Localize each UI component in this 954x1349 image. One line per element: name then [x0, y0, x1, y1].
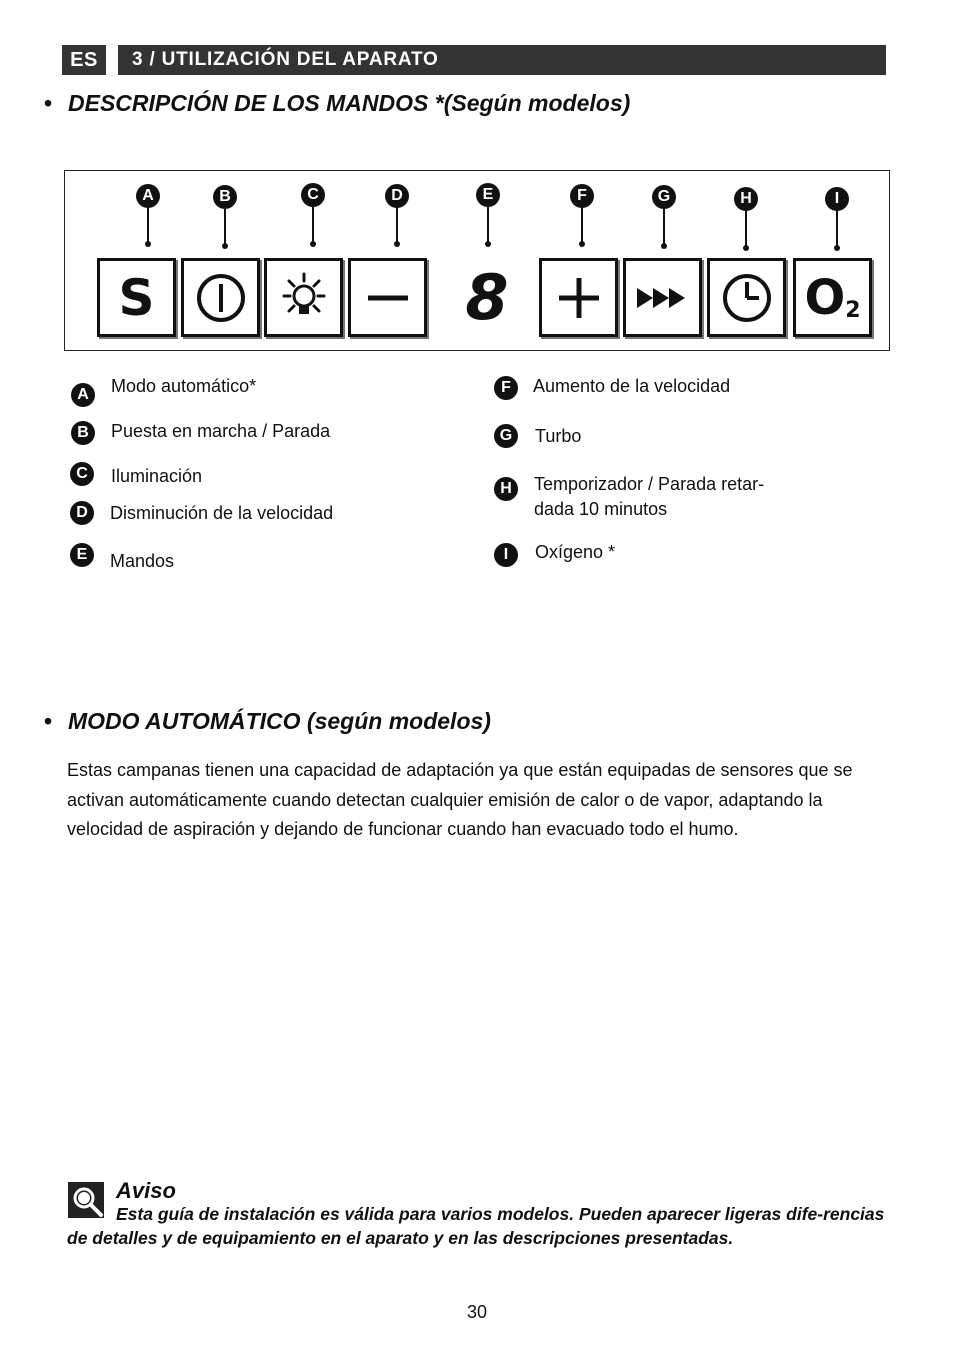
auto-mode-key[interactable]: [97, 258, 176, 337]
minus-icon: [360, 270, 416, 326]
callout-dot-d: [394, 241, 400, 247]
callout-line-g: [663, 208, 665, 245]
legend-label-h: [534, 472, 764, 522]
legend-badge-b: B: [71, 421, 95, 445]
legend-badge-e: E: [70, 543, 94, 567]
power-key[interactable]: [181, 258, 260, 337]
legend-label-f: Aumento de la velocidad: [533, 376, 731, 396]
notice-body: Esta guía de instalación es válida para varios modelos. Pueden aparecer ligeras dife-rencias de detalles y de equipamiento en el aparato y en las descripciones presentadas.: [67, 1204, 885, 1248]
callout-dot-h: [743, 245, 749, 251]
callout-e: E: [476, 183, 500, 207]
legend-label-g: Turbo: [535, 426, 582, 446]
legend-label-e: Mandos: [110, 551, 175, 571]
legend-badge-d: D: [70, 501, 94, 525]
oxygen-subscript: 2: [845, 298, 861, 323]
display-digit: 8: [465, 261, 509, 334]
callout-a: A: [136, 184, 160, 208]
light-bulb-icon: [276, 270, 332, 326]
auto-mode-symbol: S: [118, 268, 155, 327]
title-text: DESCRIPCIÓN DE LOS MANDOS *(Según modelos): [68, 90, 631, 116]
legend-label-a: Modo automático*: [111, 376, 257, 396]
title-text: MODO AUTOMÁTICO (según modelos): [68, 708, 491, 734]
callout-dot-a: [145, 241, 151, 247]
callout-dot-f: [579, 241, 585, 247]
auto-mode-title: [44, 708, 491, 735]
plus-icon: [551, 270, 607, 326]
legend-label-c: Iluminación: [111, 466, 203, 486]
legend-badge-i: I: [494, 543, 518, 567]
controls-description-title: [44, 90, 630, 117]
decrease-speed-key[interactable]: [348, 258, 427, 337]
bullet: •: [44, 708, 53, 734]
oxygen-key[interactable]: [793, 258, 872, 337]
callout-line-f: [581, 207, 583, 243]
power-icon: [193, 270, 249, 326]
legend-badge-a: A: [71, 383, 95, 407]
control-panel-diagram: [64, 170, 890, 351]
legend-label-d: Disminución de la velocidad: [110, 503, 334, 523]
language-badge: ES: [62, 45, 106, 75]
callout-line-h: [745, 210, 747, 247]
legend-label-i: Oxígeno *: [535, 542, 616, 562]
legend-badge-f: F: [494, 376, 518, 400]
callout-dot-c: [310, 241, 316, 247]
callout-dot-g: [661, 243, 667, 249]
callout-d: D: [385, 184, 409, 208]
legend-badge-h: H: [494, 477, 518, 501]
callout-dot-i: [834, 245, 840, 251]
callout-i: I: [825, 187, 849, 211]
page-number: 30: [466, 1302, 488, 1322]
notice-title: Aviso: [116, 1178, 176, 1203]
section-header: 3 / UTILIZACIÓN DEL APARATO: [118, 45, 886, 75]
turbo-key[interactable]: [623, 258, 702, 337]
auto-mode-paragraph: Estas campanas tienen una capacidad de adaptación ya que están equipadas de sensores que se activan automáticamente cuando detectan cualquier emisión de calor o de vapor, adaptando la velocidad de aspiración y dejando de funcionar cuando han evacuado todo el humo.: [67, 760, 853, 839]
callout-h: H: [734, 187, 758, 211]
light-key[interactable]: [264, 258, 343, 337]
callout-c: C: [301, 183, 325, 207]
callout-g: G: [652, 185, 676, 209]
callout-b: B: [213, 185, 237, 209]
turbo-arrows-icon: [633, 278, 693, 318]
callout-line-d: [396, 207, 398, 243]
callout-line-c: [312, 206, 314, 243]
increase-speed-key[interactable]: [539, 258, 618, 337]
legend-badge-c: C: [70, 462, 94, 486]
callout-line-a: [147, 207, 149, 243]
callout-dot-b: [222, 243, 228, 249]
legend-label-h-line2: dada 10 minutos: [534, 499, 668, 519]
callout-dot-e: [485, 241, 491, 247]
legend-badge-g: G: [494, 424, 518, 448]
bullet: •: [44, 90, 53, 116]
clock-icon: [719, 270, 775, 326]
legend-label-h-line1: Temporizador / Parada retar-: [534, 474, 765, 494]
legend-label-b: Puesta en marcha / Parada: [111, 421, 331, 441]
callout-line-e: [487, 206, 489, 243]
callout-line-b: [224, 208, 226, 245]
callout-f: F: [570, 184, 594, 208]
oxygen-symbol: O: [804, 269, 846, 326]
callout-line-i: [836, 210, 838, 247]
speed-display: [457, 258, 517, 337]
timer-key[interactable]: [707, 258, 786, 337]
